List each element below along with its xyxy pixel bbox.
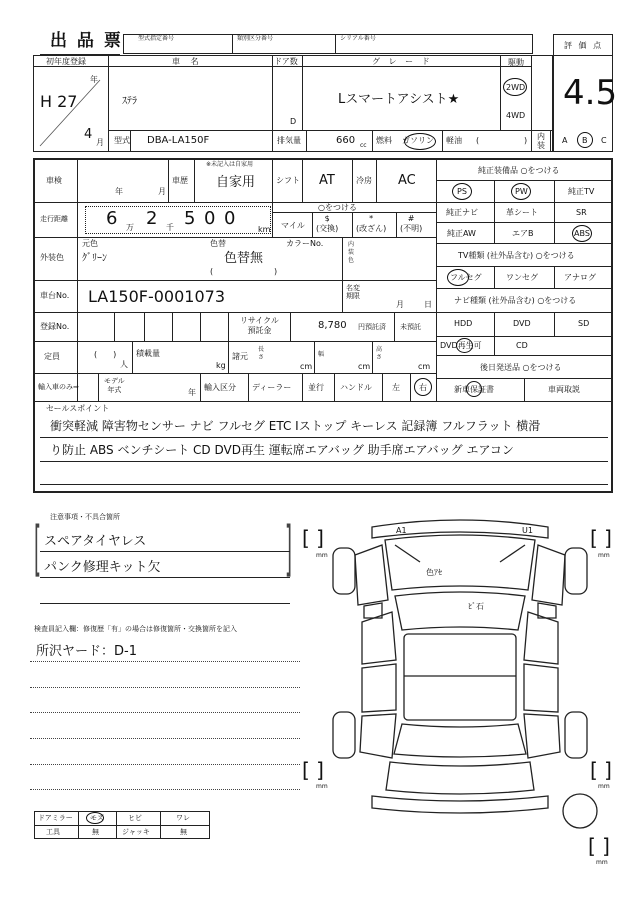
sales-line-2: り防止 ABS ベンチシート CD DVD再生 運転席エアバッグ 助手席エアバッグ エアコン bbox=[50, 443, 514, 457]
equip-sr: SR bbox=[576, 208, 587, 217]
tool-value: 無 bbox=[92, 828, 99, 836]
later-manual: 車両取説 bbox=[548, 385, 580, 394]
tool-label: 工具 bbox=[46, 828, 60, 836]
fuel-gasoline: ガソリン bbox=[402, 136, 434, 145]
width-label: 幅 bbox=[318, 351, 325, 358]
tire-mm-rr: mm bbox=[598, 783, 610, 790]
mileage-sen: 千 bbox=[166, 223, 174, 232]
model-value: DBA-LA150F bbox=[147, 135, 210, 146]
interior-label: 内装 bbox=[537, 132, 545, 150]
import-label: 輸入車のみ⇒ bbox=[38, 383, 79, 391]
equip-pw: PW bbox=[515, 187, 528, 196]
tire-mm-fr: mm bbox=[598, 552, 610, 559]
orig-color-label: 元色 bbox=[82, 239, 98, 248]
shaken-year: 年 bbox=[115, 187, 123, 196]
mileage-digit-5: 0 bbox=[224, 208, 236, 229]
mileage-opt-mile: マイル bbox=[281, 221, 305, 230]
width-cm: cm bbox=[358, 362, 371, 371]
navi-sd: SD bbox=[578, 319, 590, 328]
displacement-unit: cc bbox=[360, 142, 367, 149]
mileage-opt-exchange: $ (交換) bbox=[316, 214, 339, 233]
damage-mark-color: 色ｱｾ bbox=[426, 568, 442, 577]
sales-line-1: 衝突軽減 障害物センサー ナビ フルセグ ETC Iストップ キーレス 記録簿 フルフラット 横滑 bbox=[50, 419, 541, 433]
navi-cd: CD bbox=[516, 341, 528, 350]
reg-no-label: 登録No. bbox=[40, 322, 70, 331]
notes-bracket-left: [ bbox=[34, 514, 42, 584]
mileage-man: 万 bbox=[126, 223, 134, 232]
first-reg-era: H 27 bbox=[40, 92, 78, 111]
tire-bracket-fl: [ ] bbox=[302, 526, 324, 550]
tire-mm-fl: mm bbox=[316, 552, 328, 559]
first-reg-label: 初年度登録 bbox=[46, 57, 86, 66]
shift-label: シフト bbox=[276, 176, 300, 185]
navi-dvd-play: DVD再生可 bbox=[440, 341, 482, 350]
color-label: 外装色 bbox=[40, 253, 64, 262]
doors-label: ドア数 bbox=[274, 57, 298, 66]
notes-line-2: パンク修理キット欠 bbox=[44, 560, 161, 575]
katashiki-label: 型式指定番号 bbox=[138, 35, 175, 42]
fuel-diesel: 軽油 bbox=[446, 136, 462, 145]
inspector-line-1: 所沢ヤード：D-1 bbox=[36, 644, 137, 659]
drive-2wd: 2WD bbox=[506, 83, 526, 92]
handle-label: ハンドル bbox=[340, 383, 372, 392]
tire-bracket-spare: [ ] bbox=[588, 834, 610, 858]
capacity-label: 定員 bbox=[44, 352, 60, 361]
capacity-paren: ( ) bbox=[94, 350, 117, 359]
mileage-digit-3: 5 bbox=[184, 208, 196, 229]
import-type-label: 輸入区分 bbox=[204, 383, 236, 392]
divider bbox=[116, 811, 117, 839]
damage-mark-u1: U1 bbox=[522, 526, 533, 535]
name-change-day: 日 bbox=[424, 300, 432, 309]
recycle-value: 8,780 bbox=[318, 320, 347, 331]
dealer-option: ディーラー bbox=[252, 383, 292, 392]
genuine-title: 純正装備品 ○をつける bbox=[478, 166, 560, 175]
interior-grade-a: A bbox=[562, 136, 568, 145]
drive-4wd: 4WD bbox=[506, 111, 526, 120]
doors-value: D bbox=[290, 117, 297, 126]
interior-color-label: 内 装 色 bbox=[348, 241, 355, 264]
later-warranty: 新車保証書 bbox=[454, 385, 494, 394]
mileage-digit-4: 0 bbox=[204, 208, 216, 229]
fuel-paren-close: ) bbox=[524, 136, 528, 145]
first-reg-year-unit: 年 bbox=[90, 75, 98, 84]
aircon-label: 冷房 bbox=[356, 176, 372, 185]
tv-fullseg: フルセグ bbox=[450, 273, 482, 282]
recycle-unpaid: 未預託 bbox=[400, 323, 421, 331]
notes-label: 注意事項・不具合箇所 bbox=[50, 513, 120, 521]
history-label: 車歴 bbox=[172, 176, 188, 185]
mirror-crack: ヒビ bbox=[128, 814, 142, 822]
chassis-label: 車台No. bbox=[40, 291, 70, 300]
score-value: 4.5 bbox=[563, 73, 618, 113]
notes-line-1: スペアタイヤレス bbox=[44, 534, 147, 549]
model-year-label: モデル 年式 bbox=[104, 377, 125, 394]
tire-mm-spare: mm bbox=[596, 859, 608, 866]
mileage-digit-2: 2 bbox=[146, 208, 158, 229]
score-label: 評 価 点 bbox=[564, 41, 604, 50]
mileage-opt-unknown: # (不明) bbox=[400, 214, 423, 233]
repaint-paren-open: ( bbox=[210, 267, 214, 276]
navi-dvd: DVD bbox=[513, 319, 531, 328]
height-cm: cm bbox=[418, 362, 431, 371]
handle-left: 左 bbox=[392, 383, 400, 392]
grade-label: グ レ ー ド bbox=[372, 57, 433, 66]
name-change-label: 名変 期限 bbox=[346, 284, 360, 300]
damage-mark-stone: ﾋﾞ石 bbox=[468, 602, 484, 611]
mirror-label: ドアミラー bbox=[38, 814, 73, 822]
length-label: 長 さ bbox=[258, 346, 265, 361]
aircon-value: AC bbox=[398, 173, 416, 188]
model-year-unit: 年 bbox=[188, 388, 196, 397]
name-change-month: 月 bbox=[396, 300, 404, 309]
mileage-opt-tampered: * (改ざん) bbox=[356, 214, 387, 233]
navi-title: ナビ種類 (社外品含む) ○をつける bbox=[454, 296, 577, 305]
equip-genuine-tv: 純正TV bbox=[568, 187, 595, 196]
handle-right: 右 bbox=[419, 383, 427, 392]
fuel-label: 燃料 bbox=[376, 136, 392, 145]
equip-genuine-navi: 純正ナビ bbox=[446, 208, 478, 217]
sales-label: セールスポイント bbox=[46, 404, 110, 413]
first-reg-month: 4 bbox=[84, 127, 93, 142]
displacement-label: 排気量 bbox=[277, 136, 301, 145]
jack-label: ジャッキ bbox=[122, 828, 150, 836]
grade-value: Lスマートアシスト★ bbox=[338, 92, 460, 107]
divider bbox=[160, 811, 161, 839]
mileage-digit-1: 6 bbox=[106, 208, 118, 229]
tv-oneseg: ワンセグ bbox=[506, 273, 538, 282]
inspector-label: 検査員記入欄：修復歴「有」の場合は修復箇所・交換箇所を記入 bbox=[34, 625, 237, 633]
serial-label: シリアル番号 bbox=[340, 35, 376, 42]
repaint-value: 色替無 bbox=[224, 251, 264, 266]
length-cm: cm bbox=[300, 362, 313, 371]
mileage-unit: km bbox=[258, 225, 271, 234]
ruibetsu-label: 類別区分番号 bbox=[237, 35, 274, 42]
damage-mark-a1: A1 bbox=[396, 526, 407, 535]
mirror-scratch-circle bbox=[86, 812, 104, 824]
color-no-label: カラーNo. bbox=[286, 239, 324, 248]
dims-label: 諸元 bbox=[232, 352, 248, 361]
history-value: 自家用 bbox=[216, 175, 256, 190]
recycle-label: リサイクル 預託金 bbox=[240, 316, 279, 335]
form-title: 出 品 票 bbox=[50, 31, 123, 51]
car-name-label: 車 名 bbox=[172, 57, 203, 66]
displacement-value: 660 bbox=[336, 135, 356, 146]
later-title: 後日発送品 ○をつける bbox=[480, 363, 562, 372]
interior-grade-c: C bbox=[601, 136, 607, 145]
history-note: ※未記入は自家用 bbox=[206, 161, 254, 168]
first-reg-month-unit: 月 bbox=[96, 138, 104, 147]
equip-ps: PS bbox=[457, 187, 467, 196]
equip-abs: ABS bbox=[574, 229, 590, 238]
repaint-paren-close: ) bbox=[274, 267, 278, 276]
navi-hdd: HDD bbox=[454, 319, 473, 328]
jack-value: 無 bbox=[180, 828, 187, 836]
equip-genuine-aw: 純正AW bbox=[447, 229, 476, 238]
divider bbox=[78, 811, 79, 839]
orig-color-value: ｸﾞﾘｰﾝ bbox=[82, 253, 107, 264]
tv-title: TV種類 (社外品含む) ○をつける bbox=[458, 251, 575, 260]
shaken-label: 車検 bbox=[46, 176, 62, 185]
load-unit: kg bbox=[216, 361, 226, 370]
equip-leather-seat: 革シート bbox=[506, 208, 538, 217]
capacity-unit: 人 bbox=[120, 360, 128, 369]
equip-airbag: エアB bbox=[512, 229, 534, 238]
shift-value: AT bbox=[319, 173, 335, 188]
tire-bracket-rl: [ ] bbox=[302, 758, 324, 782]
mirror-scratch: モズ bbox=[90, 814, 104, 822]
mirror-broken: ワレ bbox=[176, 814, 190, 822]
tire-mm-rl: mm bbox=[316, 783, 328, 790]
tire-bracket-fr: [ ] bbox=[590, 526, 612, 550]
chassis-no: LA150F-0001073 bbox=[88, 287, 225, 306]
load-label: 積載量 bbox=[136, 349, 160, 358]
drive-label: 駆動 bbox=[508, 58, 524, 67]
notes-bracket-right: ] bbox=[285, 514, 293, 584]
divider bbox=[34, 825, 210, 826]
interior-grade-b: B bbox=[582, 136, 588, 145]
tire-bracket-rr: [ ] bbox=[590, 758, 612, 782]
fuel-paren-open: ( bbox=[476, 136, 480, 145]
parallel-option: 並行 bbox=[308, 383, 324, 392]
height-label: 高 さ bbox=[376, 346, 383, 361]
mileage-label: 走行距離 bbox=[40, 215, 68, 223]
recycle-unit: 円預託済 bbox=[358, 323, 386, 331]
model-label: 型式 bbox=[114, 136, 130, 145]
shaken-month: 月 bbox=[158, 187, 166, 196]
repaint-label: 色替 bbox=[210, 239, 226, 248]
tv-analog: アナログ bbox=[564, 273, 596, 282]
car-name: ｽﾃﾗ bbox=[122, 96, 137, 107]
mileage-circle-label: ○をつける bbox=[318, 203, 357, 212]
